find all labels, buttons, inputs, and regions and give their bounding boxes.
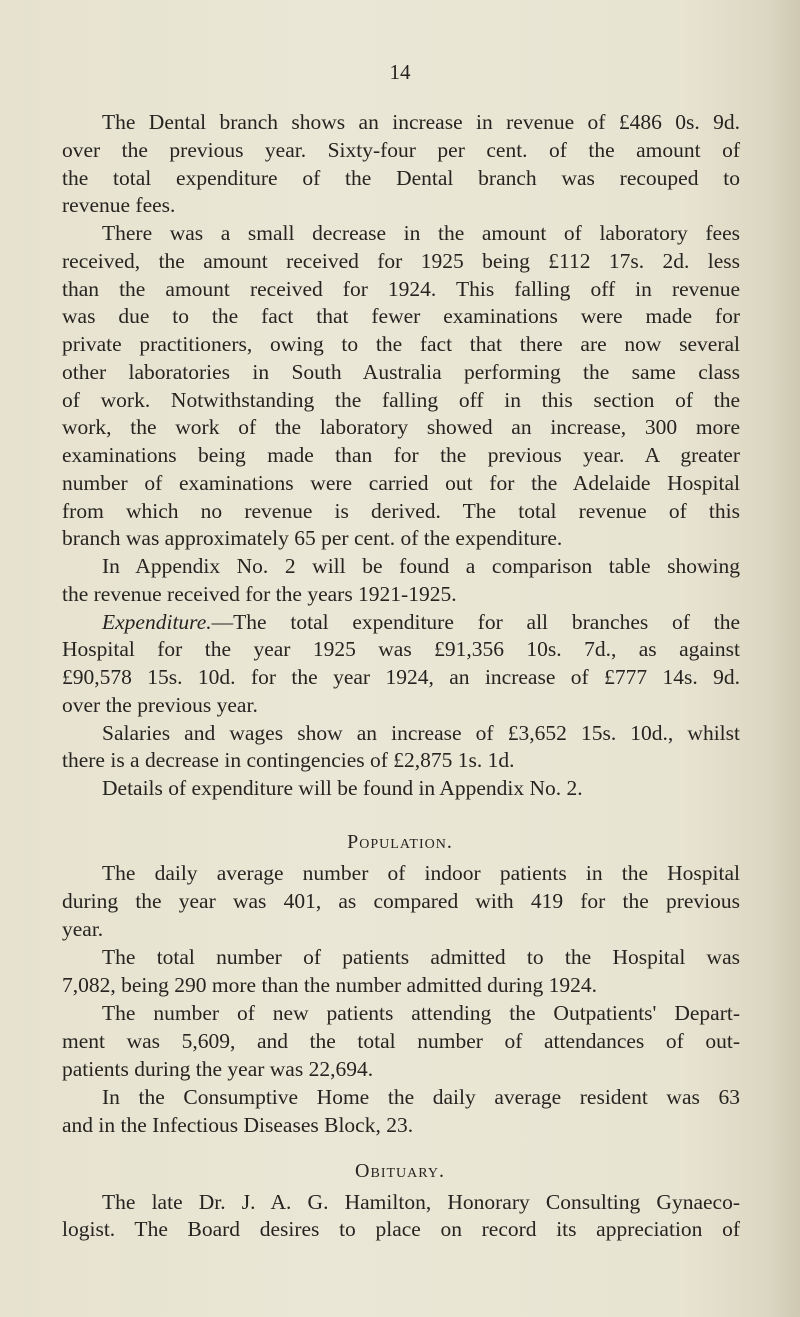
- text-line: the revenue received for the years 1921-1925.: [62, 582, 457, 606]
- text-line: other laboratories in South Australia performing the same class: [62, 360, 740, 384]
- text-line: over the previous year.: [62, 693, 258, 717]
- text-line: of work. Notwithstanding the falling off in this section of the: [62, 388, 740, 412]
- text-line: Hospital for the year 1925 was £91,356 10s. 7d., as against: [62, 637, 740, 661]
- text-line: over the previous year. Sixty-four per cent. of the amount of: [62, 138, 740, 162]
- page-number: 14: [389, 60, 411, 84]
- text-line: there is a decrease in contingencies of £2,875 1s. 1d.: [62, 748, 515, 772]
- expenditure-heading: Expenditure.: [102, 610, 212, 634]
- section-heading-population: Population.: [347, 831, 453, 853]
- text-line: The number of new patients attending the Outpatients' Depart-: [102, 1001, 740, 1025]
- text-line: The total number of patients admitted to the Hospital was: [102, 945, 740, 969]
- text-line: ment was 5,609, and the total number of attendances of out-: [62, 1029, 740, 1053]
- text-line: number of examinations were carried out for the Adelaide Hospital: [62, 471, 740, 495]
- text-line: logist. The Board desires to place on record its appreciation of: [62, 1217, 740, 1241]
- text-line: from which no revenue is derived. The total revenue of this: [62, 499, 740, 523]
- text-line: [62, 608, 740, 636]
- text-line: £90,578 15s. 10d. for the year 1924, an increase of £777 14s. 9d.: [62, 665, 740, 689]
- text-line: The late Dr. J. A. G. Hamilton, Honorary Consulting Gynaeco-: [102, 1190, 740, 1214]
- text-line: and in the Infectious Diseases Block, 23.: [62, 1113, 414, 1137]
- text-line: patients during the year was 22,694.: [62, 1057, 374, 1081]
- text-line: private practitioners, owing to the fact that there are now several: [62, 332, 740, 356]
- text-line: The Dental branch shows an increase in revenue of £486 0s. 9d.: [102, 110, 740, 134]
- text-line: Salaries and wages show an increase of £3,652 15s. 10d., whilst: [102, 721, 740, 745]
- text-line: the total expenditure of the Dental branch was recouped to: [62, 166, 740, 190]
- text-line: The daily average number of indoor patients in the Hospital: [102, 861, 740, 885]
- text-line: revenue fees.: [62, 193, 176, 217]
- text-line: Details of expenditure will be found in Appendix No. 2.: [102, 776, 583, 800]
- text-line: than the amount received for 1924. This falling off in revenue: [62, 277, 740, 301]
- text-line: In the Consumptive Home the daily average resident was 63: [102, 1085, 740, 1109]
- text-line: 7,082, being 290 more than the number admitted during 1924.: [62, 973, 598, 997]
- text-line: received, the amount received for 1925 being £112 17s. 2d. less: [62, 249, 740, 273]
- section-heading-obituary: Obituary.: [355, 1160, 445, 1182]
- text-line: during the year was 401, as compared with 419 for the previous: [62, 889, 740, 913]
- text-line: examinations being made than for the previous year. A greater: [62, 443, 740, 467]
- text-line: work, the work of the laboratory showed an increase, 300 more: [62, 415, 740, 439]
- text-line: In Appendix No. 2 will be found a comparison table showing: [102, 554, 740, 578]
- text-line: branch was approximately 65 per cent. of the expenditure.: [62, 526, 563, 550]
- text-line-rest: —The total expenditure for all branches of the: [211, 610, 740, 634]
- text-line: year.: [62, 917, 104, 941]
- text-line: was due to the fact that fewer examinations were made for: [62, 304, 740, 328]
- text-line: There was a small decrease in the amount of laboratory fees: [102, 221, 740, 245]
